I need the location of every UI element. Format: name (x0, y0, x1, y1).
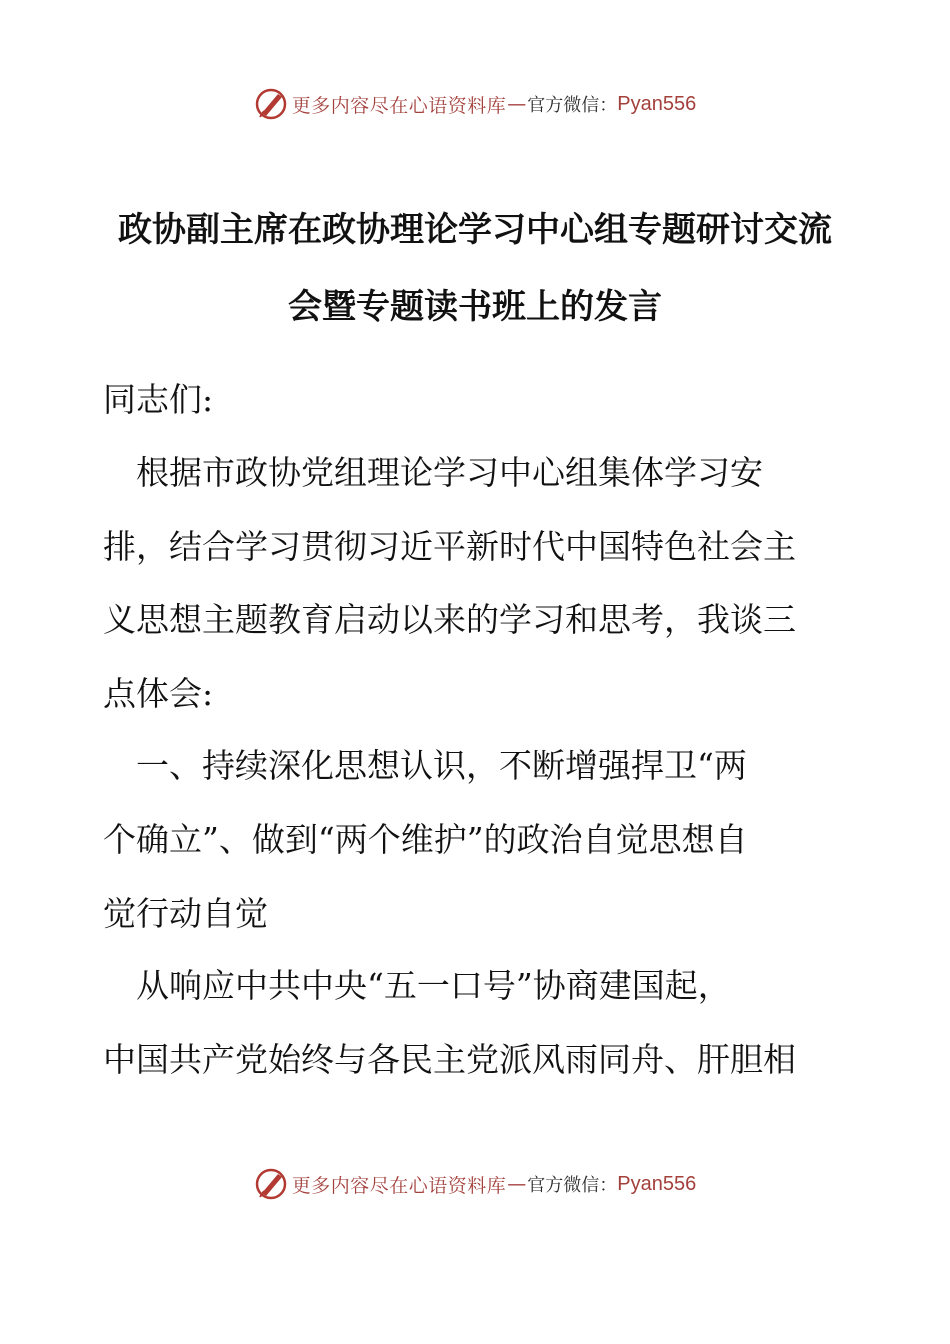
banner-library-text: 更多内容尽在心语资料库 (291, 1174, 507, 1197)
banner-library-text: 更多内容尽在心语资料库 (291, 94, 507, 117)
body-line: 同志们: (103, 380, 214, 419)
body-line: 根据市政协党组理论学习中心组集体学习安 (103, 453, 763, 492)
body-line: 排，结合学习贯彻习近平新时代中国特色社会主 (103, 527, 796, 566)
body-line: 中国共产党始终与各民主党派风雨同舟、肝胆相 (103, 1040, 796, 1079)
body-line: 个确立”、做到“两个维护”的政治自觉思想自 (103, 820, 748, 859)
header-banner (0, 84, 950, 124)
body-line: 点体会: (103, 674, 214, 713)
banner-wechat-id: Pyan556 (617, 1172, 697, 1195)
footer-banner (0, 1164, 950, 1204)
body-line: 一、持续深化思想认识，不断增强捍卫“两 (103, 746, 747, 785)
body-line: 觉行动自觉 (103, 894, 268, 933)
banner-wechat-label: 官方微信： (527, 1175, 618, 1196)
body-line: 从响应中共中央“五一口号”协商建国起， (103, 966, 731, 1005)
body-line: 义思想主题教育启动以来的学习和思考，我谈三 (103, 600, 796, 639)
pen-logo-icon (254, 1167, 288, 1201)
pen-logo-icon (254, 87, 288, 121)
banner-dash: — (507, 93, 527, 115)
banner-wechat-id: Pyan556 (617, 92, 697, 115)
banner-dash: — (507, 1173, 527, 1195)
banner-wechat-label: 官方微信： (527, 95, 618, 116)
document-title-line-2: 会暨专题读书班上的发言 (288, 287, 662, 327)
document-title-line-1: 政协副主席在政协理论学习中心组专题研讨交流 (118, 210, 832, 250)
